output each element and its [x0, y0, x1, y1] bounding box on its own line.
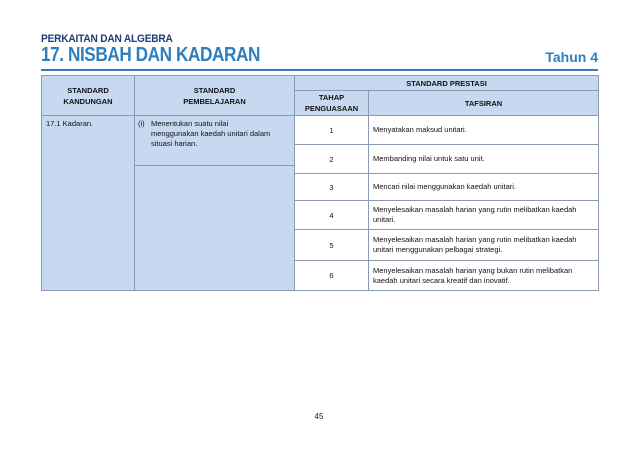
tafsiran-cell: Membanding nilai untuk satu unit.: [369, 145, 599, 174]
pembelajaran-text: Menentukan suatu nilai menggunakan kaedah unitari dalam situasi harian.: [151, 119, 271, 148]
standards-table: [41, 75, 599, 291]
pembelajaran-divider: [135, 165, 294, 166]
tafsiran-cell: Menyelesaikan masalah harian yang rutin melibatkan kaedah unitari menggunakan pelbagai strategi.: [369, 230, 599, 261]
tahap-cell: 1: [295, 116, 369, 145]
header-tahap-penguasaan: TAHAP PENGUASAAN: [295, 91, 369, 116]
pembelajaran-cell: [135, 116, 295, 291]
topic-title: PERKAITAN DAN ALGEBRA: [41, 33, 173, 45]
tahap-cell: 3: [295, 174, 369, 201]
page-number: 45: [314, 412, 324, 421]
tafsiran-cell: Menyelesaikan masalah harian yang rutin melibatkan kaedah unitari.: [369, 201, 599, 230]
tahap-cell: 4: [295, 201, 369, 230]
year-label: Tahun 4: [545, 49, 598, 65]
tahap-cell: 6: [295, 261, 369, 291]
pembelajaran-index: (i): [138, 119, 145, 128]
header-standard-prestasi: STANDARD PRESTASI: [295, 76, 599, 91]
chapter-title: 17. NISBAH DAN KADARAN: [41, 44, 260, 66]
header-standard-kandungan: STANDARD KANDUNGAN: [42, 76, 135, 116]
kandungan-cell: [42, 116, 135, 291]
tafsiran-cell: Menyatakan maksud unitari.: [369, 116, 599, 145]
tahap-cell: 2: [295, 145, 369, 174]
tafsiran-cell: Menyelesaikan masalah harian yang bukan rutin melibatkan kaedah unitari secara kreatif dan inovatif.: [369, 261, 599, 291]
kandungan-text: 17.1 Kadaran.: [46, 119, 94, 128]
tafsiran-cell: Mencari nilai menggunakan kaedah unitari.: [369, 174, 599, 201]
tahap-cell: 5: [295, 230, 369, 261]
header-standard-pembelajaran: STANDARD PEMBELAJARAN: [135, 76, 295, 116]
header-tafsiran: TAFSIRAN: [369, 91, 599, 116]
header-rule: [41, 69, 598, 71]
